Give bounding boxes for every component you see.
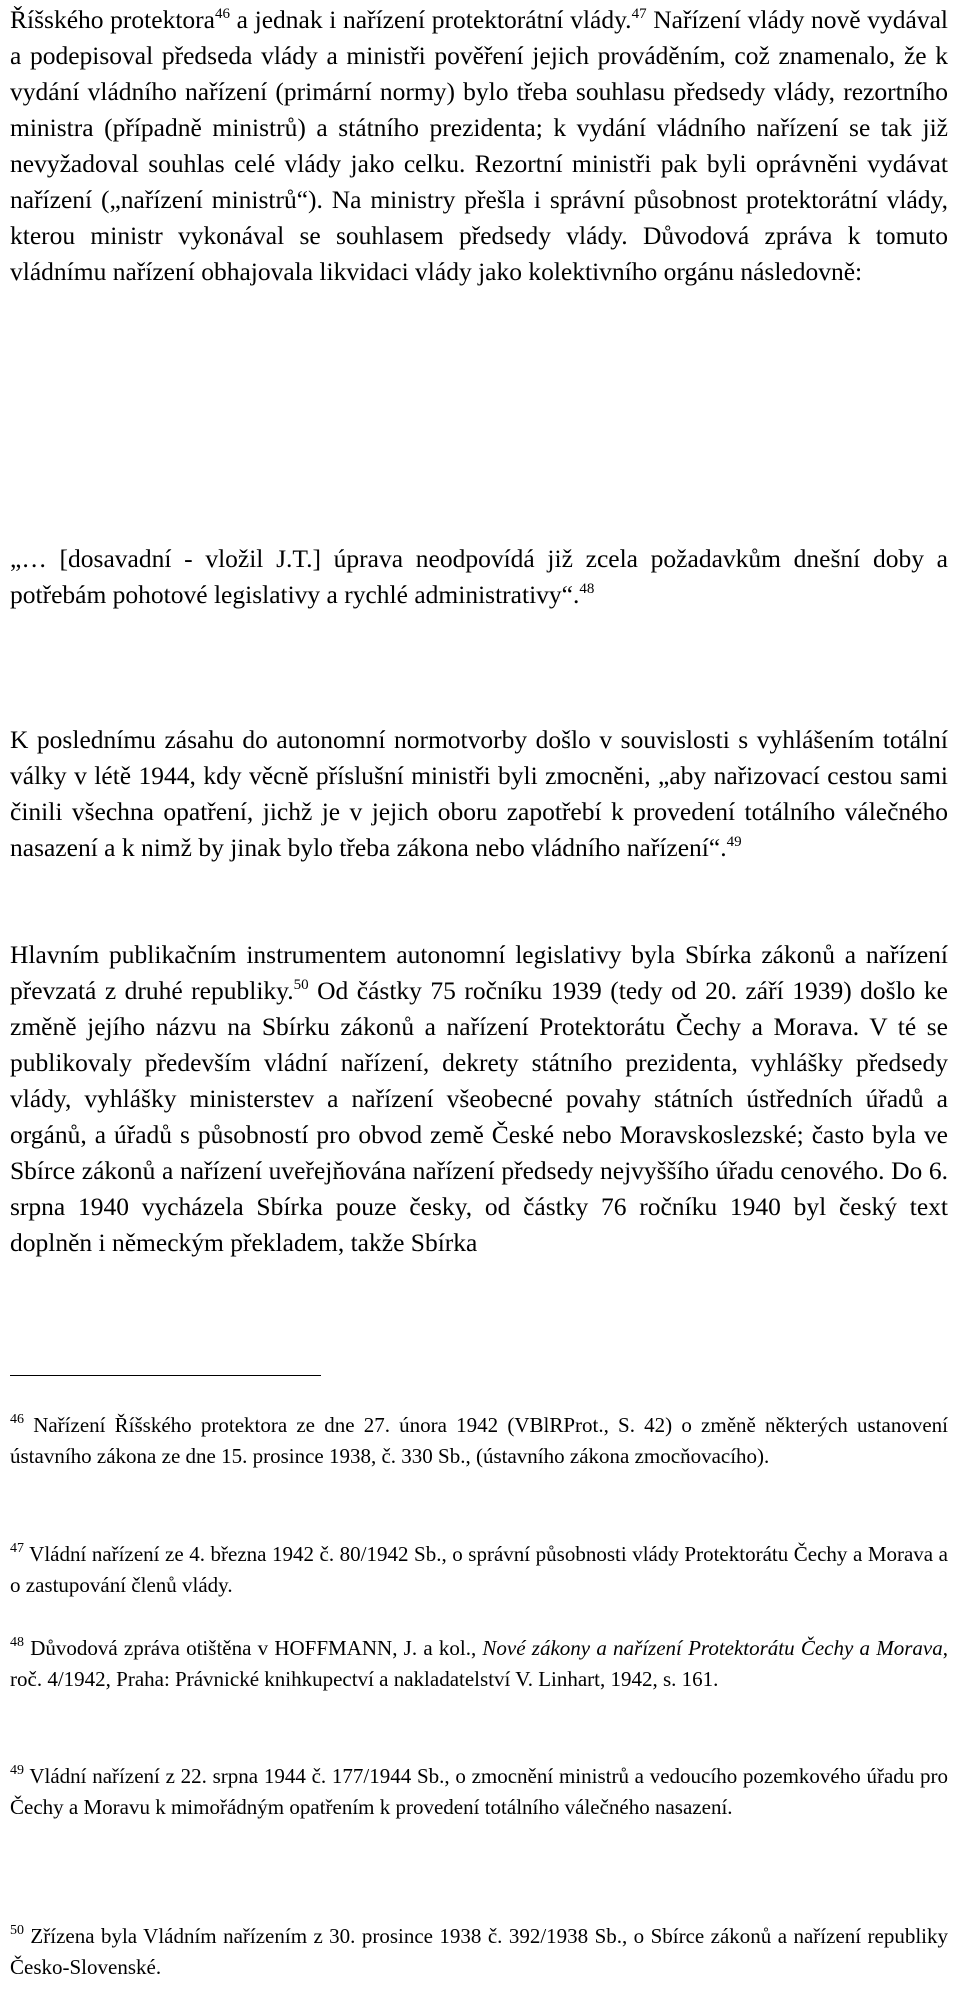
para3-text-2: Od částky 75 ročníku 1939 (tedy od 20. září 1939) došlo ke změně jejího názvu na Sbírku zákonů a nařízení Protektorátu Čechy a Morava. V té se publikovaly především vládní nařízení, dekrety státního prezidenta, vyhlášky předsedy vlády, vyhlášky ministerstev a nařízení všeobecné povahy státních ústředních úřadů a orgánů, a úřadů s působností pro obvod země České nebo Moravskoslezské; často byla ve Sbírce zákonů a nařízení uveřejňována nařízení předsedy nejvyššího úřadu cenového. Do 6. srpna 1940 vycházela Sbírka pouze česky, od částky 76 ročníku 1940 byl český text doplněn i německým překladem, takže Sbírka (10, 976, 948, 1257)
footnote-ref-49[interactable]: 49 (726, 833, 742, 850)
footnote-ref-50[interactable]: 50 (293, 976, 309, 993)
footnote-48-text-1: Důvodová zpráva otištěna v HOFFMANN, J. a kol., (24, 1636, 483, 1660)
footnote-47 (10, 1539, 948, 1601)
block-quote (10, 541, 948, 613)
footnote-ref-47[interactable]: 47 (631, 5, 647, 22)
total-war-paragraph (10, 722, 948, 866)
para2-text: K poslednímu zásahu do autonomní normotvorby došlo v souvislosti s vyhlášením totální války v létě 1944, kdy věcně příslušní ministři byli zmocněni, „aby nařizovací cestou sami činili všechna opatření, jichž je v jejich oboru zapotřebí k provedení totálního válečného nasazení a k nimž by jinak bylo třeba zákona nebo vládního nařízení“. (10, 725, 948, 862)
intro-text-1: Říšského protektora (10, 5, 215, 34)
footnote-separator (10, 1375, 321, 1376)
para3-text-1: Hlavním publikačním instrumentem autonomní legislativy byla Sbírka zákonů a nařízení převzatá z druhé republiky. (10, 940, 948, 1005)
footnote-49 (10, 1761, 948, 1823)
footnote-46 (10, 1410, 948, 1472)
footnote-48-text-2: , roč. 4/1942, Praha: Právnické knihkupectví a nakladatelství V. Linhart, 1942, s. 161. (10, 1636, 948, 1691)
quote-text: „… [dosavadní - vložil J.T.] úprava neodpovídá již zcela požadavkům dnešní doby a potřebám pohotové legislativy a rychlé administrativy“. (10, 544, 948, 609)
footnote-49-text: Vládní nařízení z 22. srpna 1944 č. 177/1944 Sb., o zmocnění ministrů a vedoucího pozemkového úřadu pro Čechy a Moravu k mimořádným opatřením k provedení totálního válečného nasazení. (10, 1764, 948, 1819)
footnote-48-book-title: Nové zákony a nařízení Protektorátu Čechy a Morava (482, 1636, 943, 1660)
intro-text-2: a jednak i nařízení protektorátní vlády. (229, 5, 632, 34)
footnote-50 (10, 1921, 948, 1983)
footnote-50-text: Zřízena byla Vládním nařízením z 30. prosince 1938 č. 392/1938 Sb., o Sbírce zákonů a nařízení republiky Česko-Slovenské. (10, 1924, 948, 1979)
footnote-47-text: Vládní nařízení ze 4. března 1942 č. 80/1942 Sb., o správní působnosti vlády Protektorátu Čechy a Morava a o zastupování členů vlády. (10, 1542, 948, 1597)
footnote-number-48: 48 (10, 1635, 24, 1650)
intro-text-3: Nařízení vlády nově vydával a podepisoval předseda vlády a ministři pověření jejich prováděním, což znamenalo, že k vydání vládního nařízení (primární normy) bylo třeba souhlasu předsedy vlády, rezortního ministra (případně ministrů) a státního prezidenta; k vydání vládního nařízení se tak již nevyžadoval souhlas celé vlády jako celku. Rezortní ministři pak byli oprávněni vydávat nařízení („nařízení ministrů“). Na ministry přešla i správní působnost protektorátní vlády, kterou ministr vykonával se souhlasem předsedy vlády. Důvodová zpráva k tomuto vládnímu nařízení obhajovala likvidaci vlády jako kolektivního orgánu následovně: (10, 5, 948, 286)
footnote-ref-46[interactable]: 46 (214, 5, 230, 22)
footnote-46-text: Nařízení Říšského protektora ze dne 27. února 1942 (VBlRProt., S. 42) o změně některých ustanovení ústavního zákona ze dne 15. prosince 1938, č. 330 Sb., (ústavního zákona zmocňovacího). (10, 1413, 948, 1468)
footnote-number-49: 49 (10, 1763, 24, 1778)
footnote-number-50: 50 (10, 1923, 24, 1938)
footnote-ref-48[interactable]: 48 (579, 580, 595, 597)
footnote-number-46: 46 (10, 1412, 24, 1427)
footnote-48 (10, 1633, 948, 1695)
intro-paragraph (10, 2, 948, 290)
collection-of-laws-paragraph (10, 937, 948, 1261)
footnote-number-47: 47 (10, 1541, 24, 1556)
